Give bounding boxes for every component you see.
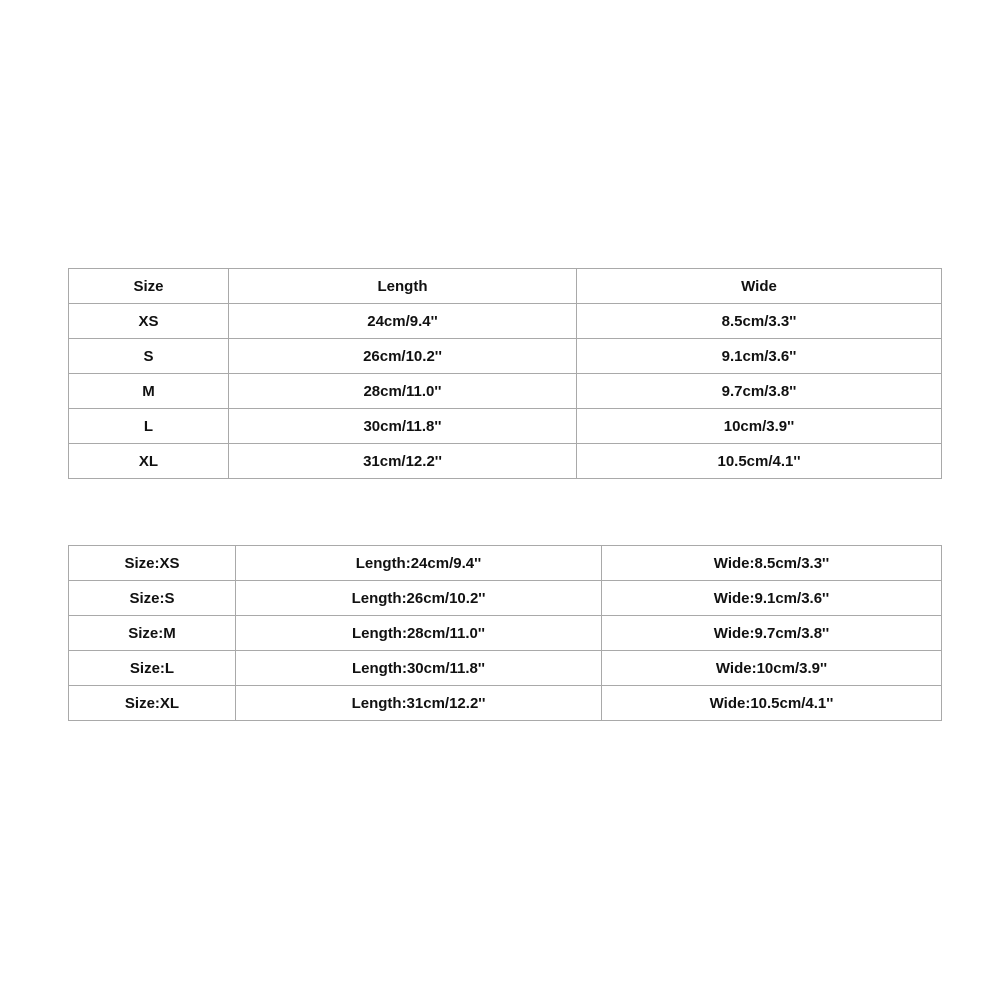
cell-wide: Wide:9.1cm/3.6'' [602, 581, 942, 616]
cell-length: Length:30cm/11.8'' [236, 651, 602, 686]
cell-length: Length:26cm/10.2'' [236, 581, 602, 616]
table-row [69, 304, 942, 339]
cell-size: Size:L [69, 651, 236, 686]
table-row [69, 339, 942, 374]
table-row [69, 546, 942, 581]
cell-length: 24cm/9.4'' [229, 304, 577, 339]
header-size: Size [69, 269, 229, 304]
cell-wide: 10.5cm/4.1'' [577, 444, 942, 479]
cell-size: Size:M [69, 616, 236, 651]
cell-size: Size:XL [69, 686, 236, 721]
table-row [69, 444, 942, 479]
table-row [69, 616, 942, 651]
cell-length: Length:28cm/11.0'' [236, 616, 602, 651]
cell-size: S [69, 339, 229, 374]
table-row [69, 409, 942, 444]
table-header-row [69, 269, 942, 304]
table-row [69, 374, 942, 409]
cell-wide: 8.5cm/3.3'' [577, 304, 942, 339]
cell-length: 28cm/11.0'' [229, 374, 577, 409]
cell-wide: Wide:9.7cm/3.8'' [602, 616, 942, 651]
cell-size: Size:XS [69, 546, 236, 581]
table-row [69, 651, 942, 686]
header-wide: Wide [577, 269, 942, 304]
cell-length: 31cm/12.2'' [229, 444, 577, 479]
size-list-table [68, 545, 942, 721]
cell-size: M [69, 374, 229, 409]
table-row [69, 686, 942, 721]
cell-size: XL [69, 444, 229, 479]
cell-size: L [69, 409, 229, 444]
cell-size: Size:S [69, 581, 236, 616]
cell-wide: 9.1cm/3.6'' [577, 339, 942, 374]
cell-wide: Wide:10.5cm/4.1'' [602, 686, 942, 721]
cell-wide: 10cm/3.9'' [577, 409, 942, 444]
header-length: Length [229, 269, 577, 304]
cell-length: Length:31cm/12.2'' [236, 686, 602, 721]
cell-wide: Wide:10cm/3.9'' [602, 651, 942, 686]
cell-length: Length:24cm/9.4'' [236, 546, 602, 581]
cell-size: XS [69, 304, 229, 339]
size-chart-table [68, 268, 942, 479]
table-row [69, 581, 942, 616]
cell-wide: Wide:8.5cm/3.3'' [602, 546, 942, 581]
cell-length: 26cm/10.2'' [229, 339, 577, 374]
cell-wide: 9.7cm/3.8'' [577, 374, 942, 409]
cell-length: 30cm/11.8'' [229, 409, 577, 444]
